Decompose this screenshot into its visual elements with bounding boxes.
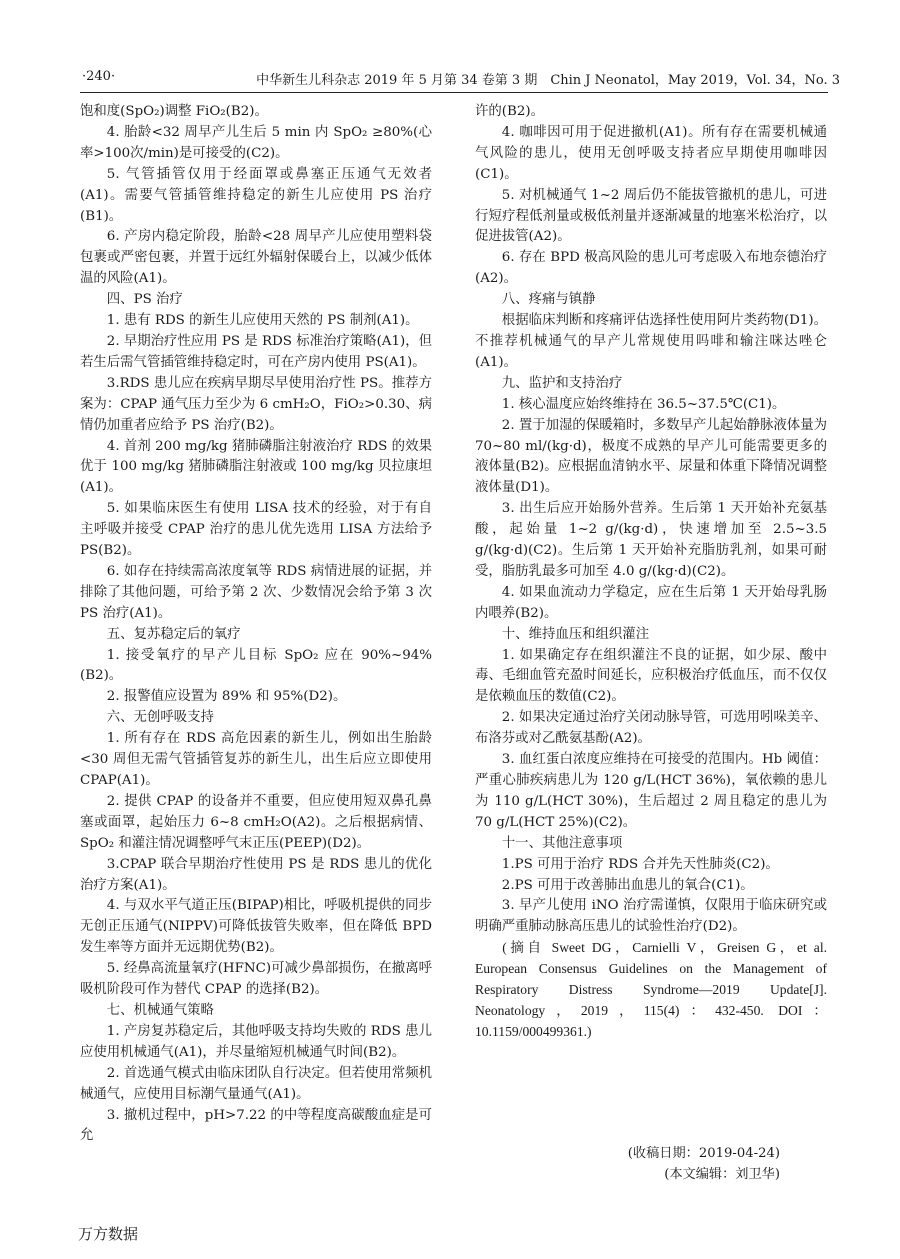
recommendation-paragraph: 4. 咖啡因可用于促进撤机(A1)。所有存在需要机械通气风险的患儿，使用无创呼吸支持者应早期使用咖啡因(C1)。 — [475, 124, 827, 182]
recommendation-paragraph: 6. 存在 BPD 极高风险的患儿可考虑吸入布地奈德治疗(A2)。 — [475, 250, 827, 287]
recommendation-paragraph: 2.PS 可用于改善肺出血患儿的氧合(C1)。 — [501, 877, 754, 893]
recommendation-paragraph: 4. 如果血流动力学稳定，应在生后第 1 天开始母乳肠内喂养(B2)。 — [475, 584, 827, 621]
section-heading: 五、复苏稳定后的氧疗 — [106, 626, 241, 642]
editor-credit: (本文编辑：刘卫华) — [664, 1167, 780, 1182]
right-column — [475, 102, 827, 1043]
left-column — [80, 102, 432, 1147]
recommendation-paragraph: 4. 胎龄<32 周早产儿生后 5 min 内 SpO₂ ≥80%(心率>100次/min)是可接受的(C2)。 — [80, 124, 432, 161]
recommendation-paragraph: 3.RDS 患儿应在疾病早期尽早使用治疗性 PS。推荐方案为：CPAP 通气压力至少为 6 cmH₂O，FiO₂>0.30、病情仍加重者应给予 PS 治疗(B2)。 — [80, 375, 432, 433]
recommendation-paragraph: 4. 与双水平气道正压(BIPAP)相比，呼吸机提供的同步无创正压通气(NIPPV)可降低拔管失败率，但在降低 BPD 发生率等方面并无远期优势(B2)。 — [80, 898, 432, 956]
recommendation-paragraph: 1. 如果确定存在组织灌注不良的证据，如少尿、酸中毒、毛细血管充盈时间延长，应积极治疗低血压，而不仅仅是依赖血压的数值(C2)。 — [475, 647, 827, 705]
paragraph-continuation: 饱和度(SpO₂)调整 FiO₂(B2)。 — [80, 104, 268, 119]
recommendation-paragraph: 3. 早产儿使用 iNO 治疗需谨慎，仅限用于临床研究或明确严重肺动脉高压患儿的试验性治疗(D2)。 — [475, 898, 827, 935]
recommendation-paragraph: 2. 首选通气模式由临床团队自行决定。但若使用常频机械通气，应使用目标潮气量通气(A1)。 — [80, 1065, 432, 1102]
section-heading: 八、疼痛与镇静 — [501, 292, 596, 308]
journal-running-title: 中华新生儿科杂志 2019 年 5 月第 34 卷第 3 期 Chin J Neonatol，May 2019，Vol. 34，No. 3 — [256, 73, 840, 88]
recommendation-paragraph: 6. 如存在持续需高浓度氧等 RDS 病情进展的证据，并排除了其他问题，可给予第 2 次、少数情况会给予第 3 次 PS 治疗(A1)。 — [80, 563, 432, 621]
recommendation-paragraph: 2. 置于加湿的保暖箱时，多数早产儿起始静脉液体量为 70~80 ml/(kg·d)，极度不成熟的早产儿可能需要更多的液体量(B2)。应根据血清钠水平、尿量和体重下降情况调整液体量(D1)。 — [475, 417, 827, 496]
recommendation-paragraph: 2. 报警值应设置为 89% 和 95%(D2)。 — [106, 689, 347, 705]
recommendation-paragraph: 2. 提供 CPAP 的设备并不重要，但应使用短双鼻孔鼻塞或面罩，起始压力 6~8 cmH₂O(A2)。之后根据病情、SpO₂ 和灌注情况调整呼气末正压(PEEP)(D2)。 — [80, 793, 432, 851]
recommendation-paragraph: 1. 所有存在 RDS 高危因素的新生儿，例如出生胎龄<30 周但无需气管插管复苏的新生儿，出生后应立即使用 CPAP(A1)。 — [80, 731, 432, 788]
recommendation-paragraph: 1. 核心温度应始终维持在 36.5~37.5℃(C1)。 — [501, 396, 786, 412]
recommendation-paragraph: 5. 经鼻高流量氧疗(HFNC)可减少鼻部损伤，在撤离呼吸机阶段可作为替代 CPAP 的选择(B2)。 — [80, 961, 432, 998]
section-heading: 六、无创呼吸支持 — [106, 710, 214, 726]
recommendation-paragraph: 1.PS 可用于治疗 RDS 合并先天性肺炎(C2)。 — [501, 856, 779, 872]
page-number: ·240· — [82, 69, 116, 84]
section-heading: 十一、其他注意事项 — [501, 835, 623, 851]
recommendation-paragraph: 5. 如果临床医生有使用 LISA 技术的经验，对于有自主呼吸并接受 CPAP 治疗的患儿优先选用 LISA 方法给予 PS(B2)。 — [80, 501, 432, 559]
received-date: (收稿日期：2019-04-24) — [627, 1146, 780, 1161]
section-heading: 四、PS 治疗 — [106, 292, 183, 308]
recommendation-paragraph: 6. 产房内稳定阶段，胎龄<28 周早产儿应使用塑料袋包裹或严密包裹，并置于远红外辐射保暖台上，以减少低体温的风险(A1)。 — [80, 229, 432, 287]
recommendation-paragraph: 4. 首剂 200 mg/kg 猪肺磷脂注射液治疗 RDS 的效果优于 100 mg/kg 猪肺磷脂注射液或 100 mg/kg 贝拉康坦(A1)。 — [80, 438, 432, 496]
footer-watermark: 万方数据 — [78, 1225, 139, 1243]
recommendation-paragraph: 2. 早期治疗性应用 PS 是 RDS 标准治疗策略(A1)，但若生后需气管插管维持稳定时，可在产房内使用 PS(A1)。 — [80, 333, 432, 370]
recommendation-paragraph: 5. 对机械通气 1~2 周后仍不能拔管撤机的患儿，可进行短疗程低剂量或极低剂量并逐渐减量的地塞米松治疗，以促进拔管(A2)。 — [475, 187, 827, 245]
running-header — [60, 66, 840, 88]
recommendation-paragraph: 1. 患有 RDS 的新生儿应使用天然的 PS 制剂(A1)。 — [106, 313, 419, 329]
recommendation-paragraph: 5. 气管插管仅用于经面罩或鼻塞正压通气无效者(A1)。需要气管插管维持稳定的新生儿应使用 PS 治疗(B1)。 — [80, 166, 432, 224]
recommendation-paragraph: 3.CPAP 联合早期治疗性使用 PS 是 RDS 患儿的优化治疗方案(A1)。 — [80, 856, 432, 893]
recommendation-paragraph: 根据临床判断和疼痛评估选择性使用阿片类药物(D1)。不推荐机械通气的早产儿常规使用吗啡和输注咪达唑仑(A1)。 — [475, 313, 827, 370]
section-heading: 九、监护和支持治疗 — [501, 375, 623, 391]
section-heading: 七、机械通气策略 — [106, 1002, 214, 1018]
source-citation: (摘自 Sweet DG，Carnielli V，Greisen G，et al. European Consensus Guidelines on the Management of Respiratory Distress Syndrome—2019 Update[J]. Neonatology，2019，115(4)：432-450. DOI：10.1159/000499361.) — [475, 940, 827, 1039]
recommendation-paragraph: 1. 接受氧疗的早产儿目标 SpO₂ 应在 90%~94%(B2)。 — [80, 647, 432, 684]
section-heading: 十、维持血压和组织灌注 — [501, 626, 650, 642]
recommendation-paragraph: 2. 如果决定通过治疗关闭动脉导管，可选用吲哚美辛、布洛芬或对乙酰氨基酚(A2)。 — [475, 710, 827, 747]
recommendation-paragraph: 3. 血红蛋白浓度应维持在可接受的范围内。Hb 阈值：严重心肺疾病患儿为 120 g/L(HCT 36%)，氧依赖的患儿为 110 g/L(HCT 30%)，生后超过 2 周且稳定的患儿为 70 g/L(HCT 25%)(C2)。 — [475, 752, 827, 830]
recommendation-paragraph: 3. 出生后应开始肠外营养。生后第 1 天开始补充氨基酸，起始量 1~2 g/(kg·d)，快速增加至 2.5~3.5 g/(kg·d)(C2)。生后第 1 天开始补充脂肪乳剂，如果可耐受，脂肪乳最多可加至 4.0 g/(kg·d)(C2)。 — [475, 501, 827, 579]
recommendation-paragraph: 1. 产房复苏稳定后，其他呼吸支持均失败的 RDS 患儿应使用机械通气(A1)，并尽量缩短机械通气时间(B2)。 — [80, 1023, 432, 1060]
recommendation-paragraph: 3. 撤机过程中，pH>7.22 的中等程度高碳酸血症是可允 — [80, 1107, 432, 1144]
header-rule — [80, 92, 828, 93]
paragraph-continuation: 许的(B2)。 — [475, 104, 544, 119]
